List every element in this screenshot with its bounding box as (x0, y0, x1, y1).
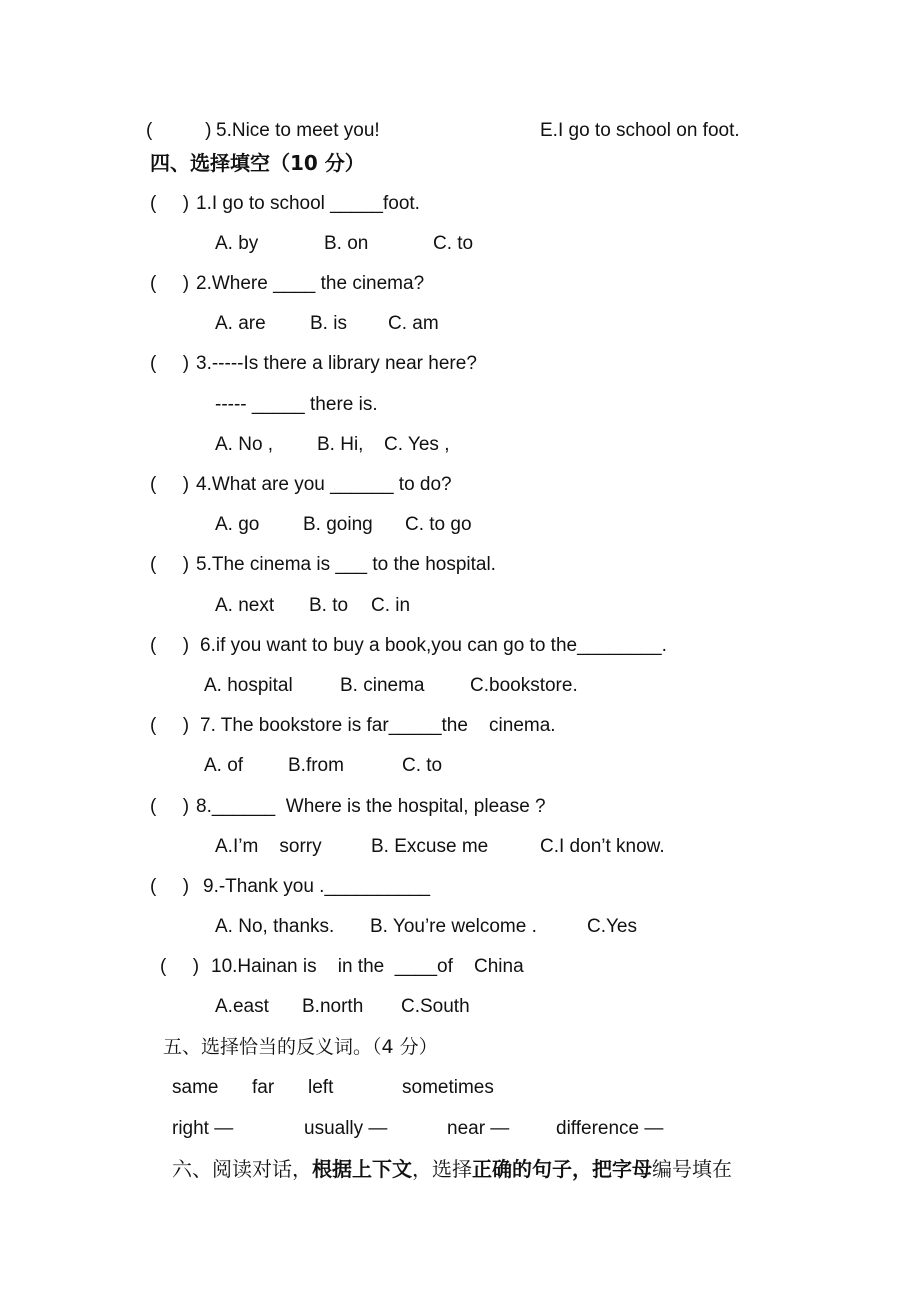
question-stem: 9.-Thank you .__________ (203, 876, 431, 897)
section-6-heading (172, 1157, 732, 1181)
option-b: B. to (309, 595, 349, 616)
option-a: A. go (215, 514, 260, 535)
answer-bracket[interactable]: ( ) (150, 273, 190, 294)
question-stem: 4.What are you ______ to do? (196, 474, 452, 495)
option-b: B. You’re welcome . (370, 916, 537, 937)
heading-emphasis: 正确的句子，把字母 (472, 1157, 652, 1181)
option-a: A. by (215, 233, 259, 254)
option-c: C.bookstore. (470, 675, 578, 696)
word-bank-item: left (308, 1077, 334, 1098)
answer-bracket[interactable]: ( ) (160, 956, 200, 977)
question-stem: 3.-----Is there a library near here? (196, 353, 477, 374)
option-b: B. on (324, 233, 369, 254)
question-sub-line: ----- _____ there is. (215, 394, 378, 415)
answer-bracket[interactable]: ( ) (150, 635, 190, 656)
heading-text: ，选择 (412, 1157, 472, 1181)
answer-bracket[interactable]: ( ) (150, 193, 190, 214)
option-c: C.I don’t know. (540, 836, 665, 857)
antonym-pair: difference — (556, 1118, 664, 1139)
option-b: B. Excuse me (371, 836, 489, 857)
option-b: B. going (303, 514, 373, 535)
option-a: A.I’m sorry (215, 836, 322, 857)
option-c: C. to go (405, 514, 472, 535)
option-c: C. am (388, 313, 439, 334)
option-c: C.Yes (587, 916, 637, 937)
antonym-pair: right — (172, 1118, 234, 1139)
answer-bracket[interactable]: ( ) (150, 876, 190, 897)
answer-bracket[interactable]: ( ) (150, 796, 190, 817)
heading-text: 六、阅读对话， (172, 1157, 312, 1181)
option-a: A. No, thanks. (215, 916, 335, 937)
word-bank-item: same (172, 1077, 219, 1098)
question-stem: 10.Hainan is in the ____of China (211, 956, 524, 977)
option-b: B.from (288, 755, 344, 776)
answer-bracket[interactable]: ( ) (150, 715, 190, 736)
option-b: B. cinema (340, 675, 425, 696)
word-bank-item: far (252, 1077, 275, 1098)
heading-text: 编号填在 (652, 1157, 732, 1181)
option-a: A. next (215, 595, 275, 616)
option-a: A. hospital (204, 675, 293, 696)
option-a: A. are (215, 313, 266, 334)
option-a: A. of (204, 755, 244, 776)
option-b: B. Hi, (317, 434, 364, 455)
question-stem: 2.Where ____ the cinema? (196, 273, 425, 294)
question-stem: 6.if you want to buy a book,you can go to the________. (200, 635, 667, 656)
answer-bracket[interactable]: ( ) (146, 120, 212, 141)
option-c: C. to (433, 233, 474, 254)
answer-bracket[interactable]: ( ) (150, 353, 190, 374)
option-c: C.South (401, 996, 470, 1017)
section-5-heading: 五、选择恰当的反义词。（4 分） (163, 1036, 438, 1058)
antonym-pair: usually — (304, 1118, 388, 1139)
option-c: C. to (402, 755, 443, 776)
option-a: A. No , (215, 434, 274, 455)
word-bank-item: sometimes (402, 1077, 494, 1098)
option-a: A.east (215, 996, 269, 1017)
heading-emphasis: 根据上下文 (312, 1157, 412, 1181)
prev-answer-e: E.I go to school on foot. (540, 120, 740, 141)
antonym-pair: near — (447, 1118, 510, 1139)
question-stem: 5.The cinema is ___ to the hospital. (196, 554, 496, 575)
option-c: C. in (371, 595, 411, 616)
option-b: B.north (302, 996, 364, 1017)
prev-question-5: 5.Nice to meet you! (216, 120, 380, 141)
answer-bracket[interactable]: ( ) (150, 554, 190, 575)
option-c: C. Yes , (384, 434, 450, 455)
question-stem: 8.______ Where is the hospital, please ? (196, 796, 546, 817)
question-stem: 1.I go to school _____foot. (196, 193, 420, 214)
answer-bracket[interactable]: ( ) (150, 474, 190, 495)
option-b: B. is (310, 313, 347, 334)
section-4-heading: 四、选择填空（10 分） (150, 151, 365, 175)
question-stem: 7. The bookstore is far_____the cinema. (200, 715, 556, 736)
